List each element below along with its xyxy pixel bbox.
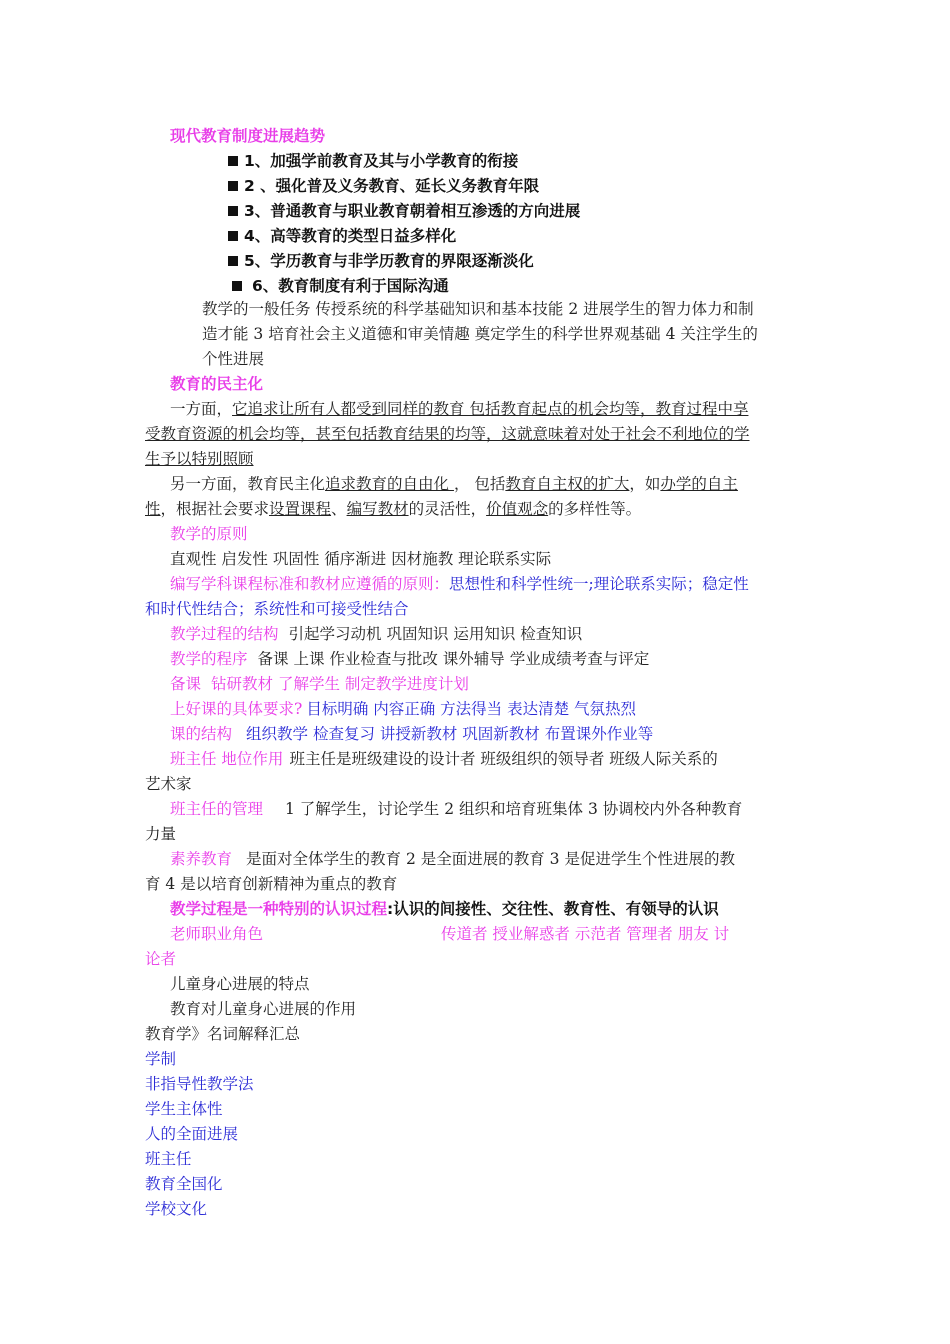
glossary-term: 教育全国化	[145, 1175, 223, 1193]
quality-education-cont: 育 4 是以培育创新精神为重点的教育	[145, 875, 398, 893]
bullet-square-icon	[228, 181, 238, 191]
general-task-line: 个性进展	[202, 350, 265, 368]
glossary-term: 学制	[145, 1050, 177, 1068]
democratization-p2-line: 另一方面，教育民主化追求教育的自由化 ， 包括教育自主权的扩大，如办学的自主	[170, 475, 738, 493]
head-teacher-management-cont: 力量	[145, 825, 177, 843]
glossary-term: 学校文化	[145, 1200, 208, 1218]
good-lesson-requirements: 上好课的具体要求? 目标明确 内容正确 方法得当 表达清楚 气氛热烈	[170, 700, 637, 718]
democratization-heading: 教育的民主化	[170, 375, 264, 393]
democratization-p1-line: 受教育资源的机会均等，甚至包括教育结果的均等，这就意味着对处于社会不利地位的学	[145, 425, 750, 443]
head-teacher-role-cont: 艺术家	[145, 775, 192, 793]
teacher-roles-label: 老师职业角色	[170, 925, 264, 943]
bullet-square-icon	[228, 256, 238, 266]
principles-items: 直观性 启发性 巩固性 循序渐进 因材施教 理论联系实际	[170, 550, 552, 568]
democratization-p1-line: 一方面，它追求让所有人都受到同样的教育 包括教育起点的机会均等，教育过程中享	[170, 400, 749, 418]
bullet-square-icon	[228, 206, 238, 216]
democratization-p1-line: 生予以特别照顾	[145, 450, 254, 468]
trend-item: 1、加强学前教育及其与小学教育的衔接	[228, 150, 518, 172]
quality-education: 素养教育 是面对全体学生的教育 2 是全面进展的教育 3 是促进学生个性进展的教	[170, 850, 735, 868]
process-structure: 教学过程的结构 引起学习动机 巩固知识 运用知识 检查知识	[170, 625, 583, 643]
glossary-term: 学生主体性	[145, 1100, 223, 1118]
trend-item: 6、教育制度有利于国际沟通	[232, 275, 449, 297]
trend-item: 2 、强化普及义务教育、延长义务教育年限	[228, 175, 539, 197]
glossary-term: 班主任	[145, 1150, 192, 1168]
trend-item: 4、高等教育的类型日益多样化	[228, 225, 456, 247]
principles-heading: 教学的原则	[170, 525, 248, 543]
glossary-term: 非指导性教学法	[145, 1075, 254, 1093]
general-task-line: 造才能 3 培育社会主义道德和审美情趣 奠定学生的科学世界观基础 4 关注学生的	[202, 325, 758, 343]
bullet-square-icon	[228, 231, 238, 241]
glossary-term: 人的全面进展	[145, 1125, 239, 1143]
lesson-prep: 备课 钻研教材 了解学生 制定教学进度计划	[170, 675, 469, 693]
trend-item: 5、学历教育与非学历教育的界限逐渐淡化	[228, 250, 534, 272]
curriculum-principles-cont: 和时代性结合；系统性和可接受性结合	[145, 600, 409, 618]
lesson-structure: 课的结构 组织教学 检查复习 讲授新教材 巩固新教材 布置课外作业等	[170, 725, 654, 743]
curriculum-principles: 编写学科课程标准和教材应遵循的原则：思想性和科学性统一;理论联系实际；稳定性	[170, 575, 749, 593]
special-cognition-process: 教学过程是一种特别的认识过程:认识的间接性、交往性、教育性、有领导的认识	[170, 900, 719, 918]
general-task-line: 教学的一般任务 传授系统的科学基础知识和基本技能 2 进展学生的智力体力和制	[202, 300, 754, 318]
trend-item: 3、普通教育与职业教育朝着相互渗透的方向进展	[228, 200, 580, 222]
teacher-roles-items: 传道者 授业解惑者 示范者 管理者 朋友 讨	[441, 925, 730, 943]
bullet-square-icon	[232, 281, 242, 291]
head-teacher-management: 班主任的管理 1 了解学生，讨论学生 2 组织和培育班集体 3 协调校内外各种教育	[170, 800, 743, 818]
teacher-roles-cont: 论者	[145, 950, 177, 968]
democratization-p2-line: 性，根据社会要求设置课程、编写教材的灵活性，价值观念的多样性等。	[145, 500, 642, 518]
teaching-procedure: 教学的程序 备课 上课 作业检查与批改 课外辅导 学业成绩考查与评定	[170, 650, 650, 668]
head-teacher-role: 班主任 地位作用 班主任是班级建设的设计者 班级组织的领导者 班级人际关系的	[170, 750, 718, 768]
trends-heading: 现代教育制度进展趋势	[170, 127, 326, 145]
child-development-traits: 儿童身心进展的特点	[170, 975, 310, 993]
education-effect: 教育对儿童身心进展的作用	[170, 1000, 357, 1018]
bullet-square-icon	[228, 156, 238, 166]
glossary-heading: 教育学》名词解释汇总	[145, 1025, 301, 1043]
